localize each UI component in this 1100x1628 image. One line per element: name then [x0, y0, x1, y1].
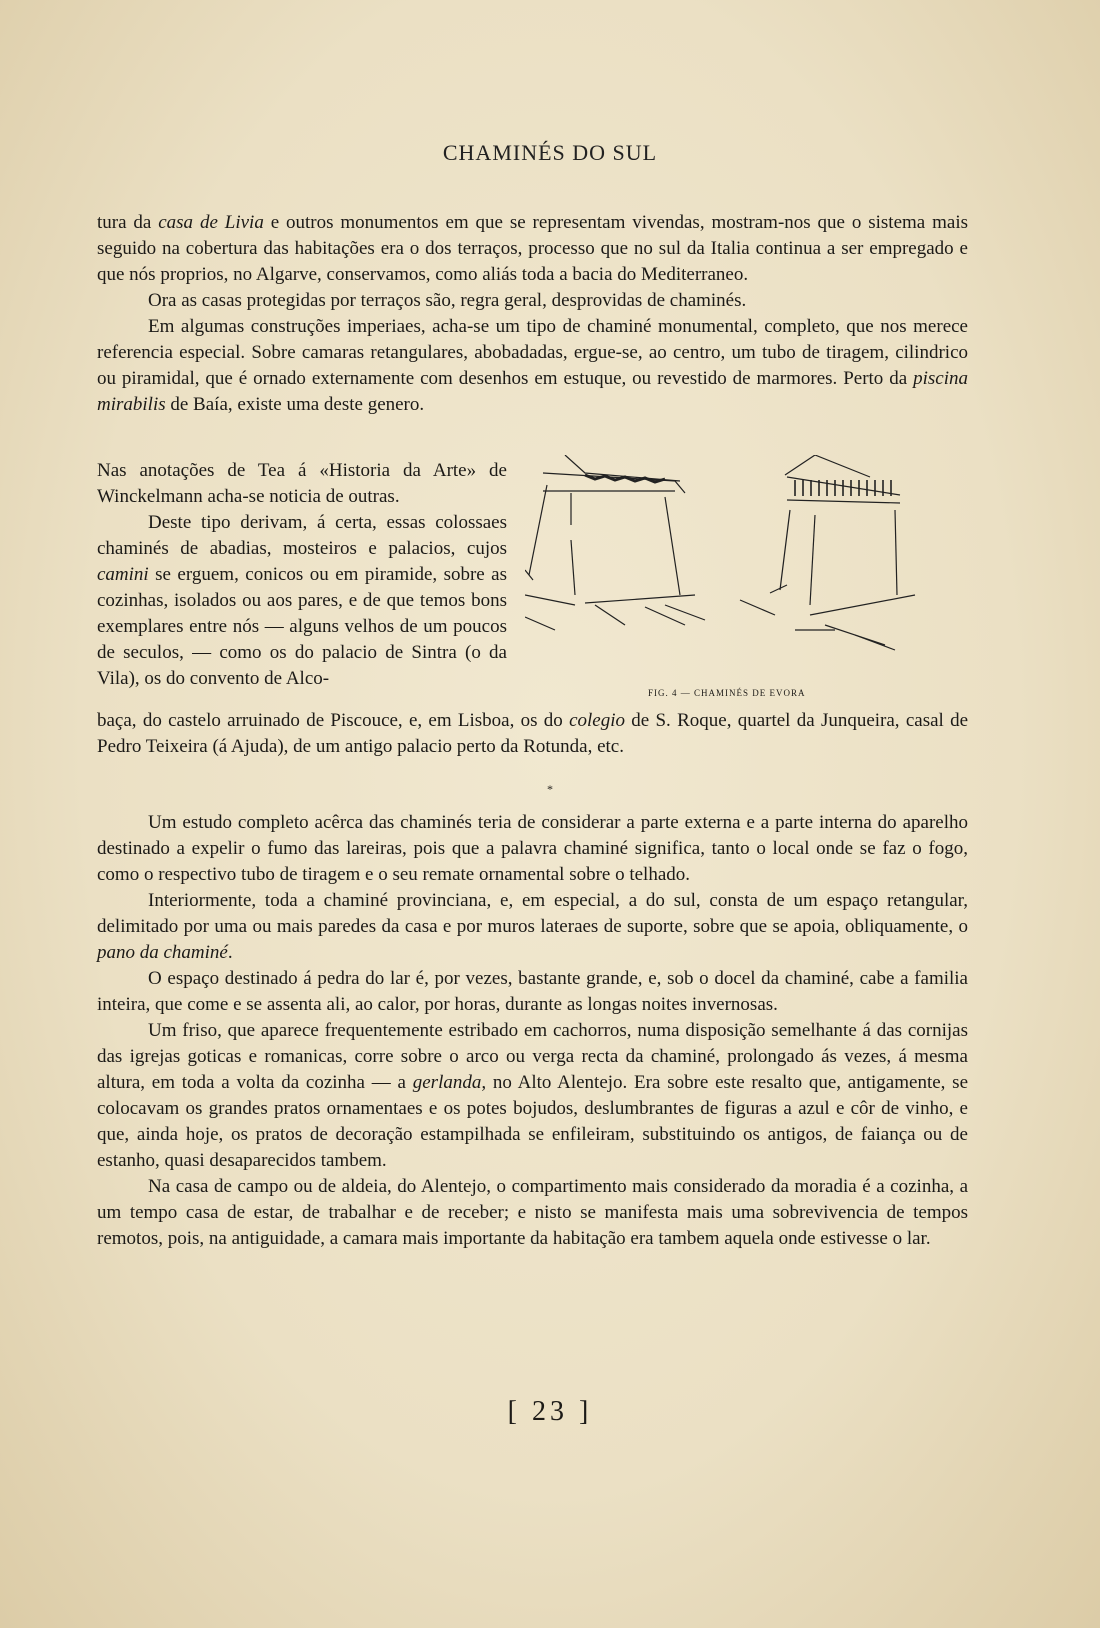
- section2-paragraph-5: Na casa de campo ou de aldeia, do Alentejo, o compartimento mais considerado da moradia é a cozinha, a um tempo casa de estar, de trabalhar e de receber; e nisto se manifesta mais uma sobrevivencia de tempos remotos, pois, na antiguidade, a camara mais importante da habitação era tambem aquela onde estivesse o lar.: [97, 1176, 968, 1249]
- text-span: de Baía, existe uma deste genero.: [165, 394, 425, 415]
- opening-paragraphs: [97, 210, 968, 418]
- italic-term: camini: [97, 564, 149, 585]
- figure-caption: FIG. 4 — CHAMINÉS DE EVORA: [648, 688, 806, 698]
- text-span: Em algumas construções imperiaes, acha-se um tipo de chaminé monumental, completo, que nos merece referencia especial. Sobre camaras retangulares, abobadadas, ergue-se, ao centro, um tubo de tiragem, cilindrico ou piramidal, que é ornado externamente com desenhos em estuque, ou revestido de marmores. Perto da: [97, 316, 968, 389]
- text-span: tura da: [97, 212, 159, 233]
- text-span: Interiormente, toda a chaminé provinciana, e, em especial, a do sul, consta de um espaço retangular, delimitado por uma ou mais paredes da casa e por muros lateraes de suporte, sobre que se apoia, obliquamente, o: [97, 890, 968, 937]
- text-span: Deste tipo derivam, á certa, essas colossaes chaminés de abadias, mosteiros e palacios, cujos: [97, 512, 507, 559]
- section2-paragraph-4: [97, 1018, 968, 1174]
- text-span: baça, do castelo arruinado de Piscouce, e, em Lisboa, os do: [97, 710, 570, 731]
- wrapped-text-block: [97, 458, 507, 692]
- text-span: de S. Roque, quartel da Junqueira, casal de Pedro Teixeira (á Ajuda), de um antigo palacio perto da Rotunda, etc.: [97, 710, 969, 757]
- italic-term: gerlanda,: [412, 1072, 487, 1093]
- section2-paragraph-2: [97, 888, 968, 966]
- text-span: e outros monumentos em que se representam vivendas, mostram-nos que o sistema mais seguido na cobertura das habitações era o dos terraços, processo que no sul da Italia continua a ser empregado e que nós proprios, no Algarve, conservamos, como aliás toda a bacia do Mediterraneo.: [97, 212, 968, 285]
- second-section: [97, 810, 968, 1252]
- float-paragraph: [97, 510, 507, 692]
- chimney-sketch-figure: [525, 455, 945, 685]
- text-span: .: [227, 942, 233, 963]
- paragraph-3: [97, 314, 968, 418]
- text-span: se erguem, conicos ou em piramide, sobre as cozinhas, isolados ou aos pares, e de que temos bons exemplares entre nós — alguns velhos de um poucos de seculos, — como os do palacio de Sintra (o da Vila), os do convento de Alco-: [97, 564, 507, 689]
- italic-term: casa de Livia: [158, 212, 264, 233]
- section-separator: *: [547, 782, 553, 796]
- paragraph-2: Ora as casas protegidas por terraços são, regra geral, desprovidas de chaminés.: [148, 290, 747, 311]
- italic-term: pano da chaminé: [97, 942, 228, 963]
- italic-term: piscina mirabilis: [97, 368, 968, 415]
- page-number: [ 23 ]: [507, 1396, 593, 1427]
- section2-paragraph-1: Um estudo completo acêrca das chaminés teria de considerar a parte externa e a parte interna do aparelho destinado a expelir o fumo das lareiras, pois que a palavra chaminé significa, tanto o local onde se faz o fogo, como o respectivo tubo de tiragem e o seu remate ornamental sobre o telhado.: [97, 812, 968, 885]
- italic-term: colegio: [569, 710, 626, 731]
- text-span: Um friso, que aparece frequentemente estribado em cachorros, numa disposição semelhante á das cornijas das igrejas goticas e romanicas, corre sobre o arco ou verga recta da chaminé, prolongado ás vezes, á mesma altura, em toda a volta da cozinha — a: [97, 1020, 968, 1093]
- section2-paragraph-3: O espaço destinado á pedra do lar é, por vezes, bastante grande, e, sob o docel da chaminé, cabe a familia inteira, que come e se assenta ali, ao calor, por horas, durante as longas noites invernosas.: [97, 968, 968, 1015]
- closing-paragraph-part: [97, 708, 968, 760]
- paragraph-1: [97, 210, 968, 288]
- float-line-1: Nas anotações de Tea á «Historia da Arte» de Winckelmann acha-se noticia de outras.: [97, 460, 507, 507]
- text-span: no Alto Alentejo. Era sobre este resalto que, antigamente, se colocavam os grandes pratos ornamentaes e os potes bojudos, deslumbrantes de figuras a azul e côr de vinho, e que, ainda hoje, os pratos de decoração estampilhada se enfileiram, substituindo os antigos, de faiança ou de estanho, quasi desaparecidos tambem.: [97, 1072, 968, 1171]
- running-head: CHAMINÉS DO SUL: [442, 140, 658, 165]
